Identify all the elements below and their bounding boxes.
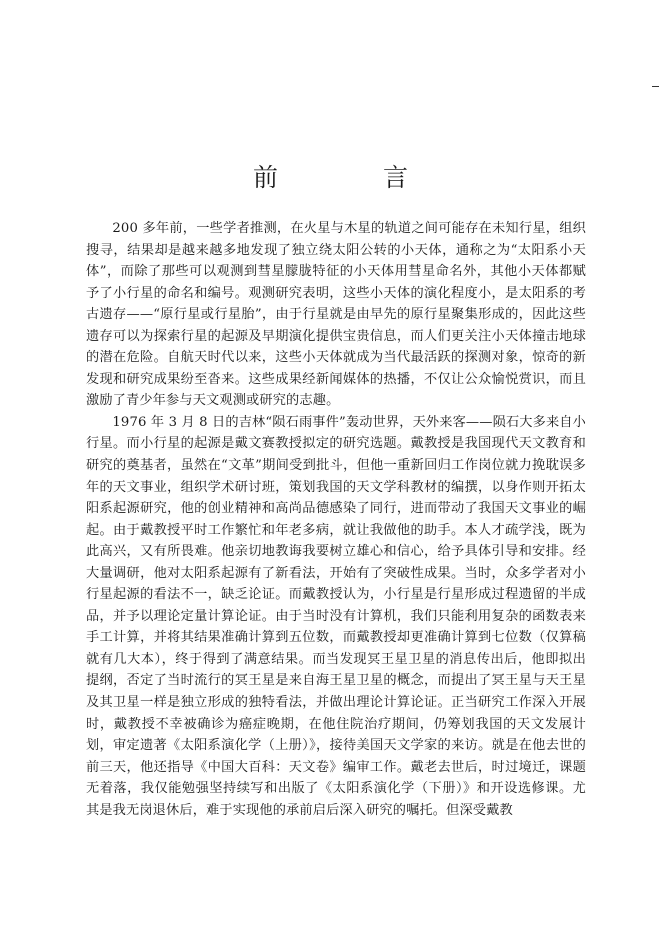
paragraph-1: 200 多年前，一些学者推测，在火星与木星的轨道之间可能存在未知行星，组织搜寻，结果却是越来越多地发现了独立绕太阳公转的小天体，通称之为“太阳系小天体”，而除了那些可以观测到彗星朦胧特征的小天体用彗星命名外，其他小天体都赋予了小行星的命名和编号。观测研究表明，这些小天体的演化程度小，是太阳系的考古遗存——“原行星或行星胎”，由于行星就是由早先的原行星聚集形成的，因此这些遗存可以为探索行星的起源及早期演化提供宝贵信息，而人们更关注小天体撞击地球的潜在危险。自航天时代以来，这些小天体就成为当代最活跃的探测对象，惊奇的新发现和研究成果纷至沓来。这些成果经新闻媒体的热播，不仅让公众愉悦赏识，而且激励了青少年参与天文观测或研究的志趣。	[86, 221, 586, 409]
paragraph-2: 1976 年 3 月 8 日的吉林“陨石雨事件”轰动世界，天外来客——陨石大多来自小行星。而小行星的起源是戴文赛教授拟定的研究选题。戴教授是我国现代天文教育和研究的奠基者，虽然在“文革”期间受到批斗，但他一重新回归工作岗位就力挽耽误多年的天文事业，组织学术研讨班，策划我国的天文学科教材的编撰，以身作则开拓太阳系起源研究，他的创业精神和高尚品德感染了同行，进而带动了我国天文事业的崛起。由于戴教授平时工作繁忙和年老多病，就让我做他的助手。本人才疏学浅，既为此高兴，又有所畏难。他亲切地教诲我要树立雄心和信心，给予具体引导和安排。经大量调研，他对太阳系起源有了新看法，开始有了突破性成果。当时，众多学者对小行星起源的看法不一，缺乏论证。而戴教授认为，小行星是行星形成过程遗留的半成品，并予以理论定量计算论证。由于当时没有计算机，我们只能利用复杂的函数表来手工计算，并将其结果准确计算到五位数，而戴教授却更准确计算到七位数（仅算稿就有几大本），终于得到了满意结果。而当发现冥王星卫星的消息传出后，他即拟出提纲，否定了当时流行的冥王星是来自海王星卫星的概念，而提出了冥王星与天王星及其卫星一样是独立形成的独特看法，并做出理论计算论证。正当研究工作深入开展时，戴教授不幸被确诊为癌症晚期，在他住院治疗期间，仍筹划我国的天文发展计划，审定遗著《太阳系演化学（上册）》，接待美国天文学家的来访。就是在他去世的前三天，他还指导《中国大百科：天文卷》编审工作。戴老去世后，时过境迁，课题无着落，我仅能勉强坚持续写和出版了《太阳系演化学（下册）》和开设选修课。尤其是我无岗退休后，难于实现他的承前启后深入研究的嘱托。但深受戴教	[86, 414, 586, 818]
page-title: 前 言	[252, 163, 448, 192]
preface-body	[86, 218, 586, 821]
page-edge-mark	[652, 86, 659, 87]
